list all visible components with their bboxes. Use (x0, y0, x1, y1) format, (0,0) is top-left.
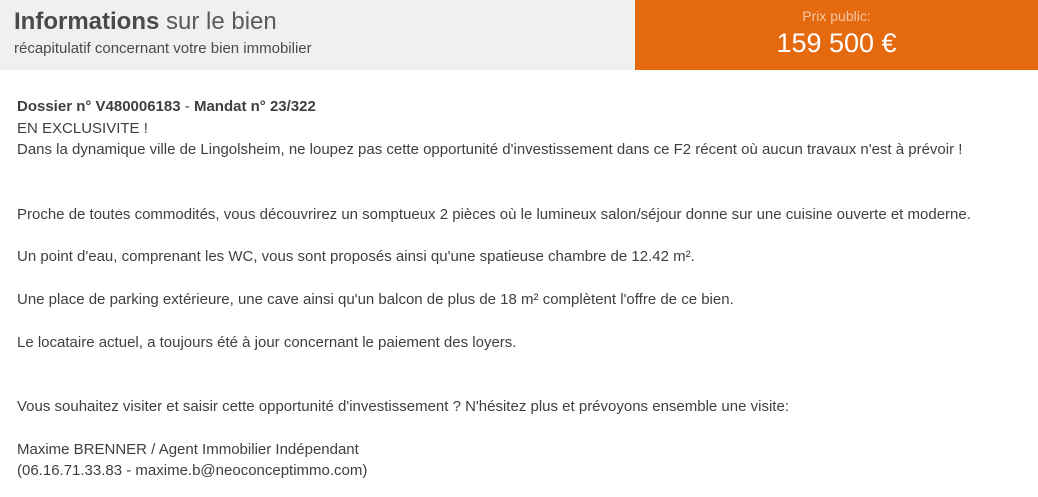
mandat-number: Mandat n° 23/322 (193, 98, 316, 115)
description-paragraph-1: Proche de toutes commodités, vous découvrirez un somptueux 2 pièces où le lumineux salon/séjour donne sur une cuisine ouverte et moderne. (17, 205, 971, 223)
listing-description (17, 96, 1032, 482)
agent-name: Maxime BRENNER / Agent Immobilier Indépendant (17, 440, 359, 458)
intro-paragraph: Dans la dynamique ville de Lingolsheim, ne loupez pas cette opportunité d'investissement dans ce F2 récent où aucun travaux n'est à prévoir ! (17, 141, 963, 159)
page-subtitle: récapitulatif concernant votre bien immobilier (14, 40, 312, 57)
agent-contact: (06.16.71.33.83 - maxime.b@neoconceptimmo.com) (17, 462, 368, 480)
title-strong: Informations (14, 8, 160, 35)
price-value: 159 500 € (776, 28, 897, 58)
price-panel (635, 0, 1038, 70)
info-title-panel (0, 0, 635, 70)
description-paragraph-2: Un point d'eau, comprenant les WC, vous sont proposés ainsi qu'une spatieuse chambre de 12.42 m². (17, 248, 695, 266)
dossier-number: Dossier n° V480006183 (17, 98, 181, 115)
visit-invitation: Vous souhaitez visiter et saisir cette opportunité d'investissement ? N'hésitez plus et prévoyons ensemble une visite: (17, 398, 789, 416)
exclusivity-text: EN EXCLUSIVITE ! (17, 119, 148, 137)
page-title (14, 7, 277, 37)
description-paragraph-4: Le locataire actuel, a toujours été à jour concernant le paiement des loyers. (17, 333, 517, 351)
title-light: sur le bien (166, 8, 277, 35)
reference-line (17, 96, 1032, 118)
info-header (0, 0, 1038, 70)
description-paragraph-3: Une place de parking extérieure, une cave ainsi qu'un balcon de plus de 18 m² complètent l'offre de ce bien. (17, 290, 734, 308)
price-label: Prix public: (802, 8, 871, 24)
reference-separator: - (180, 98, 194, 115)
